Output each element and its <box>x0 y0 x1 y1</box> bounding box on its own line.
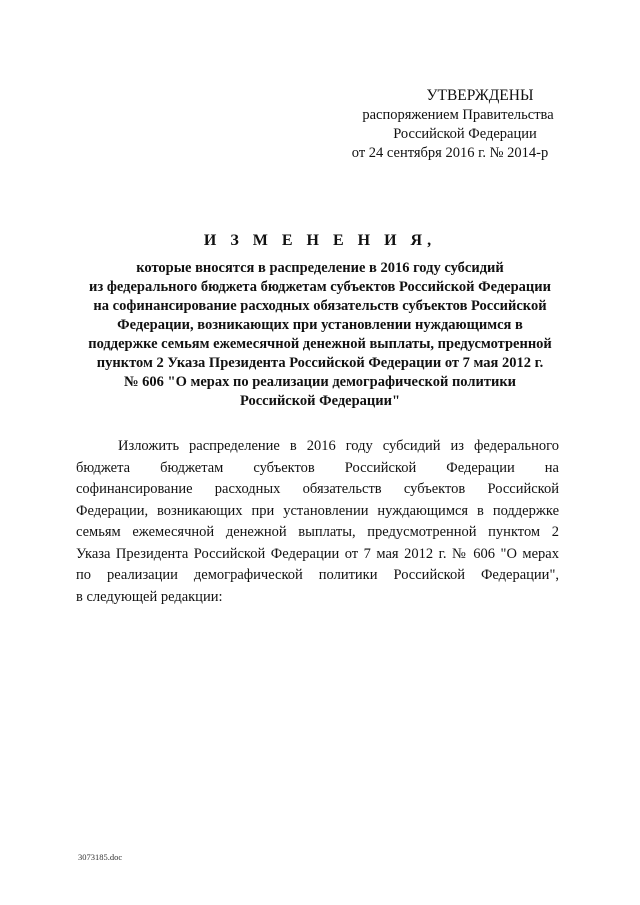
document-heading: И З М Е Н Е Н И Я, <box>203 232 437 249</box>
approval-block <box>300 86 600 163</box>
body-line: Федерации, возникающих при установлении нуждающимся в поддержке <box>76 502 559 519</box>
body-line: по реализации демографической политики Российской Федерации", <box>76 567 559 583</box>
body-line: в следующей редакции: <box>76 588 223 605</box>
subtitle-line: Федерации, возникающих при установлении нуждающимся в <box>117 317 523 333</box>
approval-title: УТВЕРЖДЕНЫ <box>426 87 534 104</box>
subtitle-line: Российской Федерации" <box>239 393 401 409</box>
approval-line-authority: распоряжением Правительства <box>362 107 554 123</box>
subtitle-line: пунктом 2 Указа Президента Российской Федерации от 7 мая 2012 г. <box>96 355 544 371</box>
body-line: семьям ежемесячной денежной выплаты, предусмотренной пунктом 2 <box>76 524 559 540</box>
document-subtitle <box>60 259 580 411</box>
body-line: Указа Президента Российской Федерации от 7 мая 2012 г. № 606 "О мерах <box>76 545 559 562</box>
approval-line-country: Российской Федерации <box>393 126 537 142</box>
subtitle-line: поддержке семьям ежемесячной денежной выплаты, предусмотренной <box>88 336 552 352</box>
subtitle-line: из федерального бюджета бюджетам субъектов Российской Федерации <box>89 279 551 295</box>
file-code: 3073185.doc <box>78 852 123 862</box>
body-paragraph <box>76 436 559 608</box>
body-line: Изложить распределение в 2016 году субсидий из федерального <box>118 438 559 454</box>
subtitle-line: № 606 "О мерах по реализации демографической политики <box>123 374 517 390</box>
body-line: софинансирование расходных обязательств субъектов Российской <box>76 481 559 497</box>
body-line: бюджета бюджетам субъектов Российской Федерации на <box>76 459 559 476</box>
subtitle-line: на софинансирование расходных обязательств субъектов Российской <box>93 298 547 314</box>
subtitle-line: которые вносятся в распределение в 2016 году субсидий <box>136 260 504 276</box>
approval-line-date-number: от 24 сентября 2016 г. № 2014-р <box>351 145 549 161</box>
